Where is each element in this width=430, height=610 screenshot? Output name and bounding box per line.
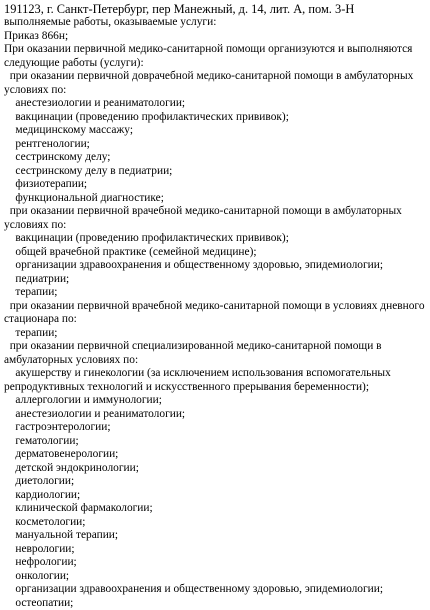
document-line: Приказ 866н;	[4, 30, 426, 44]
document-line: сестринскому делу;	[4, 151, 426, 165]
address-line: 191123, г. Санкт-Петербург, пер Манежный, д. 14, лит. А, пом. 3-Н	[4, 2, 426, 16]
document-line: мануальной терапии;	[4, 529, 426, 543]
document-line: нефрологии;	[4, 556, 426, 570]
document-line: При оказании первичной медико-санитарной помощи организуются и выполняются следующие работы (услуги):	[4, 43, 426, 70]
document-line: детской эндокринологии;	[4, 462, 426, 476]
document-line: остеопатии;	[4, 597, 426, 610]
document-line: сестринскому делу в педиатрии;	[4, 165, 426, 179]
document-line: функциональной диагностике;	[4, 192, 426, 206]
document-line: неврологии;	[4, 543, 426, 557]
document-line: анестезиологии и реаниматологии;	[4, 408, 426, 422]
document-line: гастроэнтерологии;	[4, 421, 426, 435]
document-line: акушерству и гинекологии (за исключением использования вспомогательных репродуктивных технологий и искусственного прерывания беременности);	[4, 367, 426, 394]
document-line: педиатрии;	[4, 273, 426, 287]
document-line: вакцинации (проведению профилактических прививок);	[4, 111, 426, 125]
document-line: терапии;	[4, 286, 426, 300]
document-line: медицинскому массажу;	[4, 124, 426, 138]
document-line: гематологии;	[4, 435, 426, 449]
document-line: организации здравоохранения и общественному здоровью, эпидемиологии;	[4, 259, 426, 273]
document-line: дерматовенерологии;	[4, 448, 426, 462]
document-line: терапии;	[4, 327, 426, 341]
document-line: при оказании первичной доврачебной медико-санитарной помощи в амбулаторных условиях по:	[4, 70, 426, 97]
document-line: физиотерапии;	[4, 178, 426, 192]
document-line: анестезиологии и реаниматологии;	[4, 97, 426, 111]
services-list	[4, 16, 426, 610]
document-line: выполняемые работы, оказываемые услуги:	[4, 16, 426, 30]
document-line: общей врачебной практике (семейной медицине);	[4, 246, 426, 260]
document-line: при оказании первичной врачебной медико-санитарной помощи в амбулаторных условиях по:	[4, 205, 426, 232]
document-line: организации здравоохранения и общественному здоровью, эпидемиологии;	[4, 583, 426, 597]
document-line: аллергологии и иммунологии;	[4, 394, 426, 408]
document-line: косметологии;	[4, 516, 426, 530]
document-line: вакцинации (проведению профилактических прививок);	[4, 232, 426, 246]
document-line: при оказании первичной врачебной медико-санитарной помощи в условиях дневного стационара по:	[4, 300, 426, 327]
document-line: кардиологии;	[4, 489, 426, 503]
document-line: диетологии;	[4, 475, 426, 489]
document-line: клинической фармакологии;	[4, 502, 426, 516]
document-line: при оказании первичной специализированной медико-санитарной помощи в амбулаторных условиях по:	[4, 340, 426, 367]
document-line: онкологии;	[4, 570, 426, 584]
document-line: рентгенологии;	[4, 138, 426, 152]
